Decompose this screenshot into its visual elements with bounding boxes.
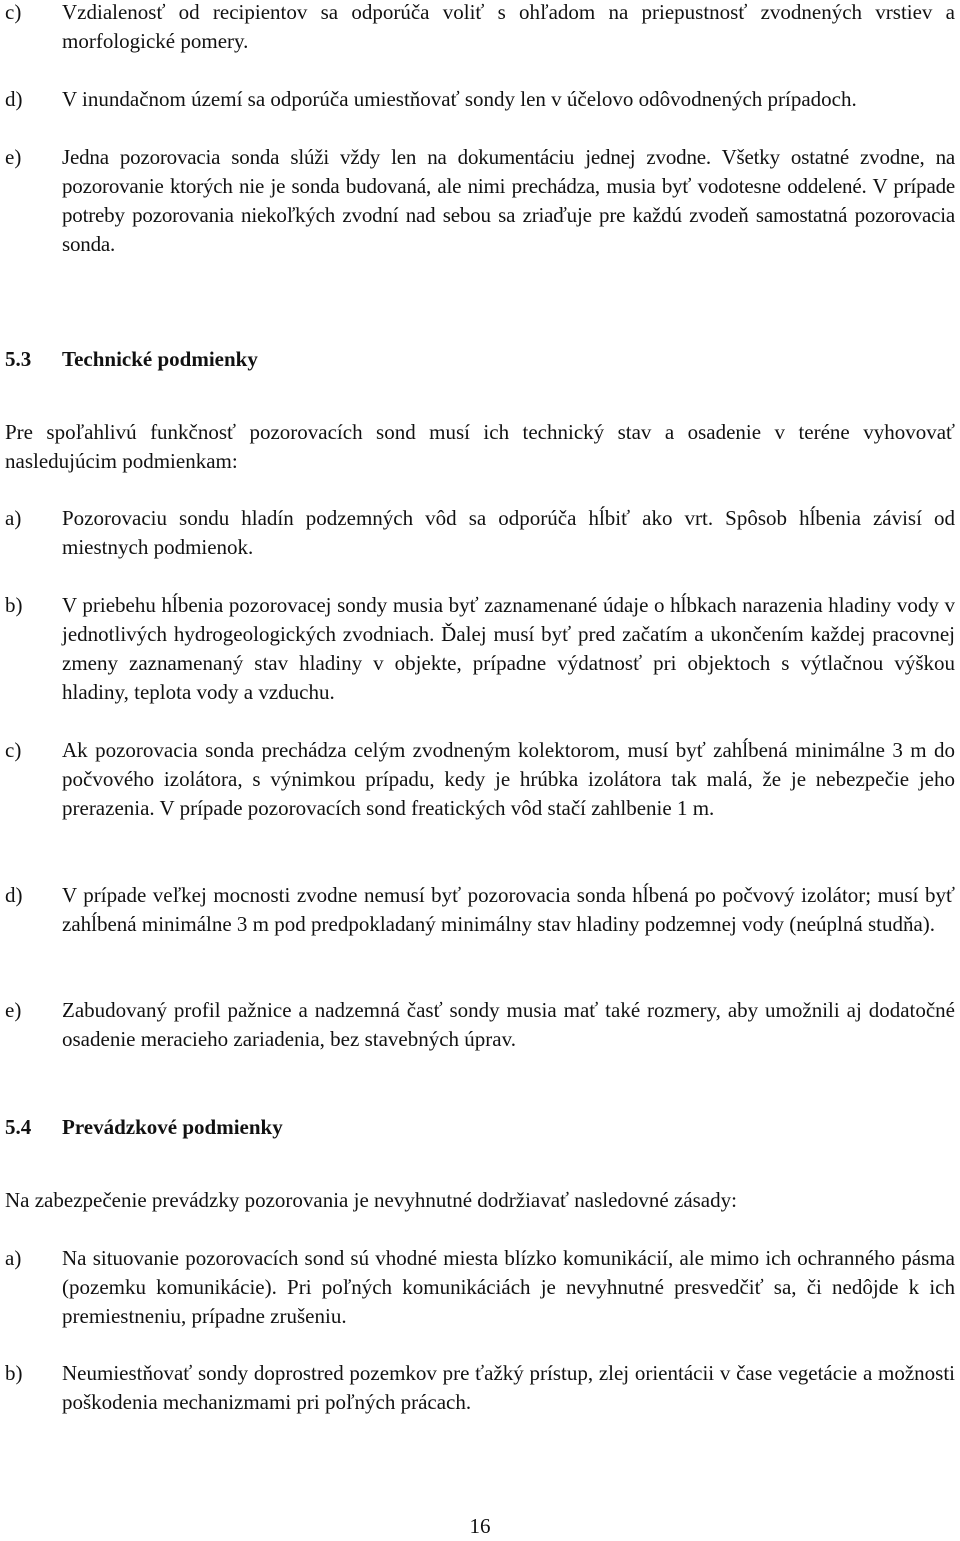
section-intro-5-3: Pre spoľahlivú funkčnosť pozorovacích sond musí ich technický stav a osadenie v teréne vyhovovať nasledujúcim podmienkam: <box>5 420 955 473</box>
list-item-text: Zabudovaný profil pažnice a nadzemná časť sondy musia mať také rozmery, aby umožnili aj dodatočné osadenie meracieho zariadenia, bez stavebných úprav. <box>62 998 955 1051</box>
list-item-a <box>5 504 955 562</box>
section-title: Prevádzkové podmienky <box>62 1115 283 1139</box>
list-item-text: Jedna pozorovacia sonda slúži vždy len na dokumentáciu jednej zvodne. Všetky ostatné zvodne, na pozorovanie ktorých nie je sonda budovaná, ale nimi prechádza, musia byť vodotesne oddelené. V prípade potreby pozorovania niekoľkých zvodní nad sebou sa zriaďuje pre každú zvodeň samostatná pozorovacia sonda. <box>62 145 955 256</box>
list-marker: c) <box>5 0 22 24</box>
list-item-c <box>5 0 955 56</box>
list-item-b <box>5 1359 955 1417</box>
list-item-text: V inundačnom území sa odporúča umiestňovať sondy len v účelovo odôvodnených prípadoch. <box>62 87 857 111</box>
list-marker: e) <box>5 998 22 1022</box>
list-marker: d) <box>5 87 23 111</box>
section-intro-5-4: Na zabezpečenie prevádzky pozorovania je nevyhnutné dodržiavať nasledovné zásady: <box>5 1188 737 1212</box>
list-item-e <box>5 996 955 1054</box>
page-number: 16 <box>469 1514 491 1538</box>
list-marker: b) <box>5 1361 23 1385</box>
list-marker: b) <box>5 593 23 617</box>
list-item-text: Pozorovaciu sondu hladín podzemných vôd sa odporúča hĺbiť ako vrt. Spôsob hĺbenia závisí od miestnych podmienok. <box>62 506 955 559</box>
list-item-text: Neumiestňovať sondy doprostred pozemkov pre ťažký prístup, zlej orientácii v čase vegetácie a možnosti poškodenia mechanizmami pri poľných prácach. <box>62 1361 955 1414</box>
list-marker: a) <box>5 1246 22 1270</box>
list-item-text: Ak pozorovacia sonda prechádza celým zvodneným kolektorom, musí byť zahĺbená minimálne 3 m do počvového izolátora, s výnimkou prípadu, kedy je hrúbka izolátora tak malá, že je nebezpečie jeho prerazenia. V prípade pozorovacích sond freatických vôd stačí zahlbenie 1 m. <box>62 738 955 820</box>
section-number: 5.4 <box>5 1115 32 1139</box>
list-item-d <box>5 881 955 939</box>
list-item-a <box>5 1244 955 1331</box>
section-title: Technické podmienky <box>62 347 258 371</box>
section-number: 5.3 <box>5 347 32 371</box>
list-marker: d) <box>5 883 23 907</box>
list-item-text: Vzdialenosť od recipientov sa odporúča voliť s ohľadom na priepustnosť zvodnených vrstiev a morfologické pomery. <box>62 0 955 53</box>
list-marker: e) <box>5 145 22 169</box>
list-marker: a) <box>5 506 22 530</box>
list-item-c <box>5 736 955 823</box>
list-item-d <box>5 85 955 114</box>
section-heading-5-4 <box>5 1113 955 1142</box>
list-item-text: Na situovanie pozorovacích sond sú vhodné miesta blízko komunikácií, ale mimo ich ochranného pásma (pozemku komunikácie). Pri poľných komunikáciách je nevyhnutné presvedčiť sa, či nedôjde k ich premiestneniu, prípadne zrušeniu. <box>62 1246 955 1328</box>
list-marker: c) <box>5 738 22 762</box>
list-item-text: V priebehu hĺbenia pozorovacej sondy musia byť zaznamenané údaje o hĺbkach narazenia hladiny vody v jednotlivých hydrogeologických zvodniach. Ďalej musí byť pred začatím a ukončením každej pracovnej zmeny zaznamenaný stav hladiny v objekte, prípadne výdatnosť pri objektoch s výtlačnou výškou hladiny, teplota vody a vzduchu. <box>62 593 955 704</box>
list-item-text: V prípade veľkej mocnosti zvodne nemusí byť pozorovacia sonda hĺbená po počvový izolátor; musí byť zahĺbená minimálne 3 m pod predpokladaný minimálny stav hladiny podzemnej vody (neúplná studňa). <box>62 883 955 936</box>
list-item-e <box>5 143 955 259</box>
section-heading-5-3 <box>5 345 955 374</box>
list-item-b <box>5 591 955 707</box>
